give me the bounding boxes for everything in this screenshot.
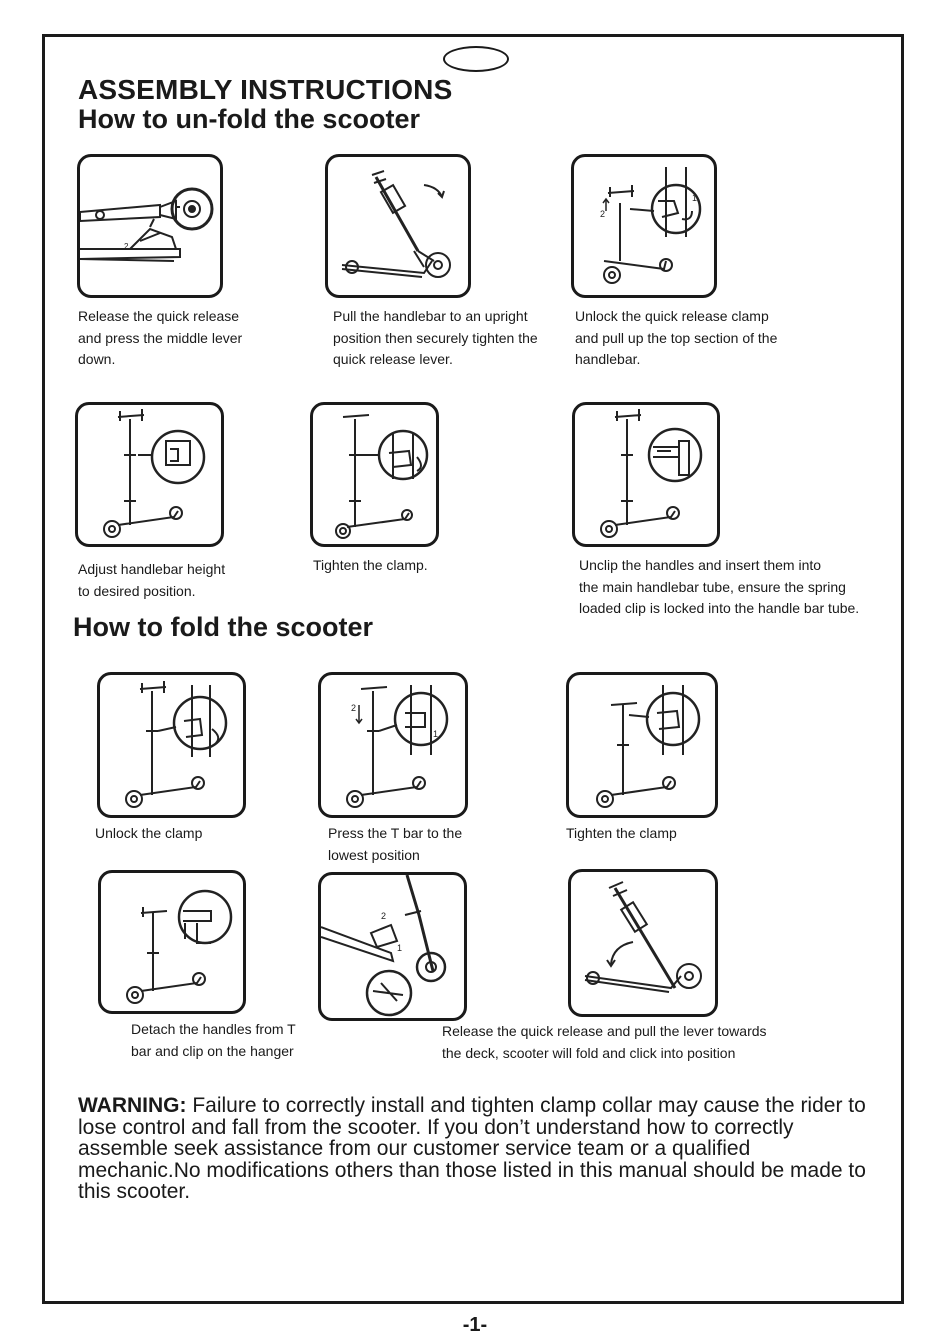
label-2: 2	[351, 703, 357, 713]
unfold-step-5-caption: Tighten the clamp.	[313, 557, 428, 573]
fold-step-2-caption: Press the T bar to the lowest position	[328, 825, 463, 863]
label-2: 2	[381, 911, 387, 921]
warning-text: Failure to correctly install and tighten clamp collar may cause the rider to lose control and fall from the scooter. If you don’t understand how to correctly assemble seek assistance from our customer service team or a qualified mechanic.No modifications others than those listed in this manual should be made to this scooter.	[78, 1094, 866, 1203]
unfold-step-4-caption: Adjust handlebar height to desired position.	[78, 561, 226, 599]
unfold-step-6-illustration	[572, 402, 720, 547]
unfold-step-2-illustration	[325, 154, 471, 298]
fold-step-1-caption: Unlock the clamp	[95, 825, 203, 841]
empty-oval-mark	[443, 46, 509, 72]
fold-step-5-caption: Release the quick release and pull the lever towards the deck, scooter will fold and click into position	[442, 1023, 767, 1061]
fold-heading: How to fold the scooter	[73, 612, 373, 642]
warning-label: WARNING:	[78, 1094, 187, 1117]
unfold-step-1-caption: Release the quick release and press the middle lever down.	[78, 308, 243, 367]
unfold-step-3-caption: Unlock the quick release clamp and pull up the top section of the handlebar.	[575, 308, 778, 367]
label-2: 2	[124, 242, 129, 251]
fold-step-4-illustration	[98, 870, 246, 1014]
fold-step-2-illustration	[318, 672, 468, 818]
fold-step-3-caption: Tighten the clamp	[566, 825, 677, 841]
fold-step-6-illustration	[568, 869, 718, 1017]
unfold-step-2-caption: Pull the handlebar to an upright position then securely tighten the quick release lever.	[333, 308, 538, 367]
page-number: -1-	[462, 1314, 488, 1336]
fold-step-1-illustration	[97, 672, 246, 818]
label-1: 1	[397, 943, 403, 953]
unfold-step-4-illustration	[75, 402, 224, 547]
fold-step-4-caption: Detach the handles from T bar and clip on the hanger	[131, 1021, 296, 1059]
unfold-step-5-illustration	[310, 402, 439, 547]
fold-step-5-illustration	[318, 872, 467, 1021]
page-title: ASSEMBLY INSTRUCTIONS	[78, 74, 453, 105]
label-2: 2	[600, 209, 606, 219]
warning-paragraph	[78, 1095, 878, 1203]
unfold-step-6-caption: Unclip the handles and insert them into the main handlebar tube, ensure the spring loaded clip is locked into the handle bar tube.	[579, 557, 860, 616]
unfold-step-1-illustration	[77, 154, 223, 298]
label-1: 1	[433, 729, 439, 739]
unfold-step-3-illustration	[571, 154, 717, 298]
fold-step-3-illustration	[566, 672, 718, 818]
unfold-heading: How to un-fold the scooter	[78, 104, 420, 134]
label-1: 1	[692, 193, 698, 203]
